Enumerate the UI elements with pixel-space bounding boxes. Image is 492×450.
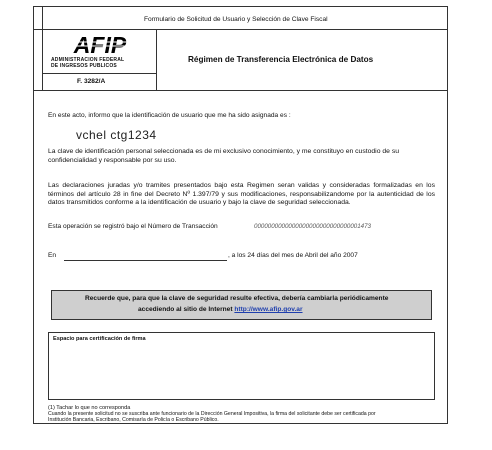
header-divider [34, 29, 447, 30]
afip-wordmark-icon [47, 34, 153, 56]
place-prefix: En [48, 252, 57, 259]
logo-line-2: DE INGRESOS PUBLICOS [51, 63, 117, 69]
logo-cell-right-border [156, 29, 157, 90]
logo-line-1: ADMINISTRACION FEDERAL [51, 57, 125, 63]
logo-code-divider [42, 73, 157, 74]
logo-cell-left-border [42, 29, 43, 90]
form-title: Formulario de Solicitud de Usuario y Selección de Clave Fiscal [144, 16, 328, 23]
intro-text: En este acto, informo que la identificación de usuario que me ha sido asignada es : [48, 112, 291, 119]
notice-line-2-text: accediendo al sitio de Internet [138, 306, 235, 313]
svg-text:AFIP: AFIP [73, 34, 127, 56]
signature-certification-box [48, 332, 435, 400]
regime-title: Régimen de Transferencia Electrónica de Datos [188, 55, 374, 64]
form-code: F. 3282/A [77, 78, 106, 85]
footnote-1: (1) Tachar lo que no corresponda [48, 405, 131, 411]
footnote-3: Institución Bancaria, Escribano, Comisaría de Policía o Escribano Público. [48, 417, 219, 423]
notice-line-2 [138, 306, 303, 313]
declarations-text: Las declaraciones juradas y/o tramites presentados bajo esta Regimen seran validas y consideradas formalizadas en los términos del artículo 28 in fine del Decreto Nº 1.397/79 y sus modificaciones, responsabilizandome por la autenticidad de los datos transmitidos conforme a la identificación de usuario y bajo la clave de seguridad seleccionada. [48, 182, 435, 207]
footnote-2: Cuando la presente solicitud no se suscriba ante funcionario de la Dirección General Impositiva, la firma del solicitante debe ser certificada por [48, 411, 376, 417]
transaction-label: Esta operación se registró bajo el Número de Transacción [48, 223, 218, 230]
certification-label: Espacio para certificación de firma [53, 336, 146, 342]
user-id-value: vchel ctg1234 [76, 128, 157, 142]
date-text: , a los 24 días del mes de Abril del año 2007 [228, 252, 358, 259]
transaction-number: 0000000000000000000000000000001473 [254, 223, 372, 230]
confidentiality-text: La clave de identificación personal seleccionada es de mi exclusivo conocimiento, y me constituyo en custodio de su confidencialidad y responsable por su uso. [48, 148, 399, 164]
notice-line-1: Recuerde que, para que la clave de seguridad resulte efectiva, debería cambiarla periódicamente [85, 295, 389, 302]
afip-website-link[interactable]: http://www.afip.gov.ar [234, 306, 303, 313]
fiscal-key-request-form [33, 6, 448, 424]
header-bottom-divider [34, 90, 447, 91]
place-blank-line [64, 260, 227, 261]
security-notice [51, 290, 432, 320]
afip-logo [47, 34, 153, 75]
left-margin-line [42, 7, 43, 30]
